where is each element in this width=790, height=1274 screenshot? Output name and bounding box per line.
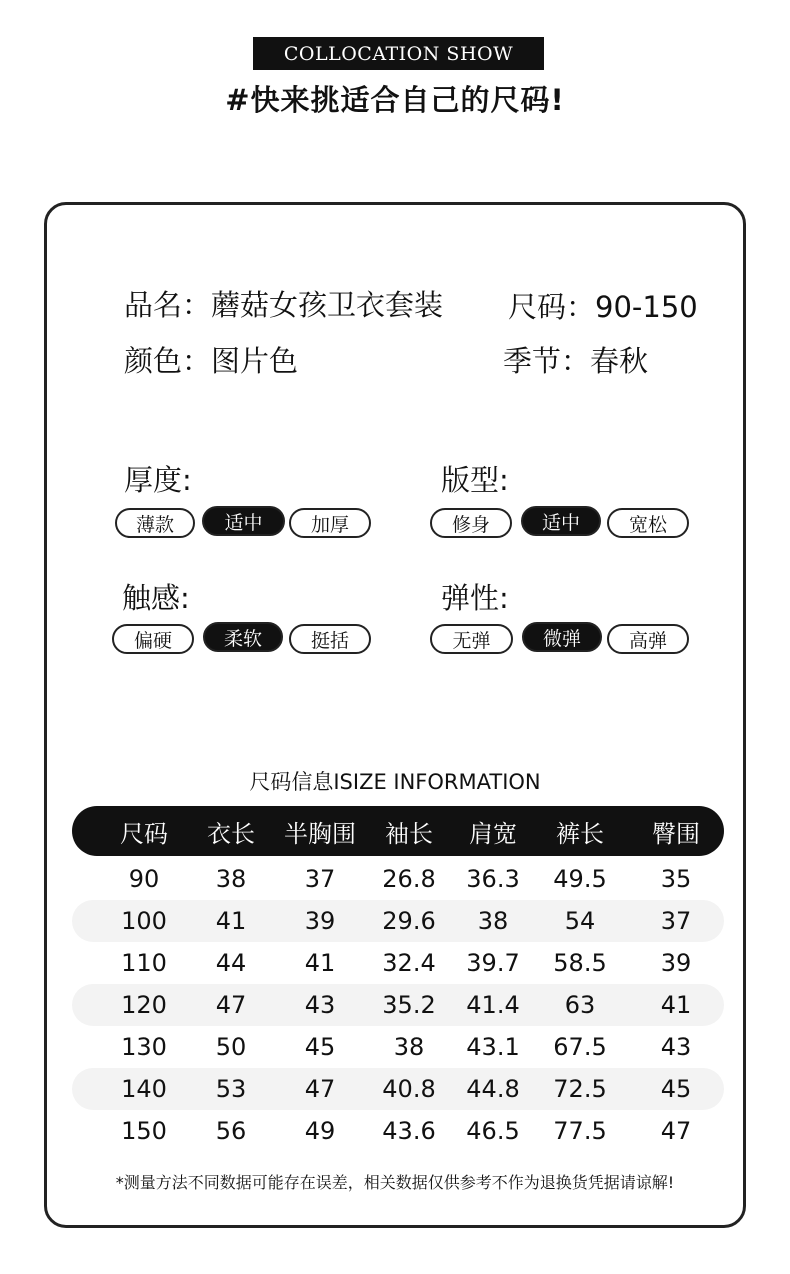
attribute-option: 无弹 <box>430 624 513 654</box>
table-row <box>72 1110 724 1152</box>
table-cell: 47 <box>660 1117 692 1145</box>
table-cell: 43.6 <box>382 1117 436 1145</box>
table-header-cell: 袖长 <box>385 819 433 848</box>
attribute-option: 修身 <box>430 508 512 538</box>
table-cell: 41.4 <box>466 991 520 1019</box>
table-cell: 40.8 <box>382 1075 436 1103</box>
table-header-cell: 衣长 <box>207 819 255 848</box>
table-header-cell: 半胸围 <box>284 819 356 848</box>
attribute-option-selected: 适中 <box>202 506 285 536</box>
table-row <box>72 900 724 942</box>
table-cell: 54 <box>564 907 596 935</box>
table-cell: 37 <box>660 907 692 935</box>
table-cell: 47 <box>215 991 247 1019</box>
table-cell: 39 <box>304 907 336 935</box>
attribute-title: 厚度: <box>124 463 192 497</box>
table-cell: 32.4 <box>382 949 436 977</box>
table-row <box>72 942 724 984</box>
table-cell: 35.2 <box>382 991 436 1019</box>
product-name: 品名：蘑菇女孩卫衣套装 <box>124 288 444 322</box>
table-cell: 140 <box>121 1075 167 1103</box>
table-cell: 45 <box>304 1033 336 1061</box>
table-row <box>72 984 724 1026</box>
table-cell: 41 <box>215 907 247 935</box>
attribute-option: 薄款 <box>115 508 195 538</box>
table-cell: 36.3 <box>466 865 520 893</box>
table-cell: 47 <box>304 1075 336 1103</box>
attribute-option: 加厚 <box>289 508 371 538</box>
slogan-heading: #快来挑适合自己的尺码! <box>225 83 565 117</box>
attribute-option: 挺括 <box>289 624 371 654</box>
table-cell: 67.5 <box>553 1033 607 1061</box>
collocation-banner: COLLOCATION SHOW <box>253 37 544 70</box>
attribute-option: 宽松 <box>607 508 689 538</box>
size-info-title: 尺码信息ISIZE INFORMATION <box>249 770 541 794</box>
table-cell: 72.5 <box>553 1075 607 1103</box>
table-cell: 39 <box>660 949 692 977</box>
table-cell: 41 <box>660 991 692 1019</box>
table-cell: 53 <box>215 1075 247 1103</box>
attribute-option-selected: 微弹 <box>522 622 602 652</box>
measurement-note: *测量方法不同数据可能存在误差，相关数据仅供参考不作为退换货凭据请谅解! <box>115 1173 675 1192</box>
table-cell: 39.7 <box>466 949 520 977</box>
table-cell: 90 <box>128 865 160 893</box>
table-row <box>72 1026 724 1068</box>
attribute-option: 偏硬 <box>112 624 194 654</box>
table-cell: 46.5 <box>466 1117 520 1145</box>
table-header-cell: 臀围 <box>652 819 700 848</box>
attribute-option-selected: 适中 <box>521 506 601 536</box>
table-cell: 38 <box>215 865 247 893</box>
attribute-option: 高弹 <box>607 624 689 654</box>
table-cell: 50 <box>215 1033 247 1061</box>
size-range: 尺码：90-150 <box>508 290 698 324</box>
attribute-title: 弹性: <box>441 581 509 615</box>
table-cell: 41 <box>304 949 336 977</box>
table-cell: 43 <box>304 991 336 1019</box>
table-cell: 150 <box>121 1117 167 1145</box>
table-cell: 63 <box>564 991 596 1019</box>
table-cell: 56 <box>215 1117 247 1145</box>
table-header-cell: 肩宽 <box>469 819 517 848</box>
table-header-cell: 尺码 <box>120 819 168 848</box>
attribute-title: 版型: <box>441 463 509 497</box>
table-cell: 100 <box>121 907 167 935</box>
table-cell: 26.8 <box>382 865 436 893</box>
attribute-option-selected: 柔软 <box>203 622 283 652</box>
table-row <box>72 1068 724 1110</box>
product-season: 季节：春秋 <box>503 344 649 378</box>
table-cell: 120 <box>121 991 167 1019</box>
table-cell: 58.5 <box>553 949 607 977</box>
table-cell: 130 <box>121 1033 167 1061</box>
table-cell: 29.6 <box>382 907 436 935</box>
table-cell: 35 <box>660 865 692 893</box>
table-cell: 110 <box>121 949 167 977</box>
product-color: 颜色：图片色 <box>124 344 299 378</box>
table-cell: 44 <box>215 949 247 977</box>
table-cell: 37 <box>304 865 336 893</box>
size-table-header <box>72 806 724 856</box>
table-header-cell: 裤长 <box>556 819 604 848</box>
table-cell: 43.1 <box>466 1033 520 1061</box>
attribute-title: 触感: <box>122 581 190 615</box>
table-cell: 43 <box>660 1033 692 1061</box>
table-cell: 49.5 <box>553 865 607 893</box>
table-cell: 38 <box>393 1033 425 1061</box>
table-cell: 49 <box>304 1117 336 1145</box>
table-cell: 77.5 <box>553 1117 607 1145</box>
table-row <box>72 858 724 900</box>
table-cell: 44.8 <box>466 1075 520 1103</box>
table-cell: 38 <box>477 907 509 935</box>
table-cell: 45 <box>660 1075 692 1103</box>
